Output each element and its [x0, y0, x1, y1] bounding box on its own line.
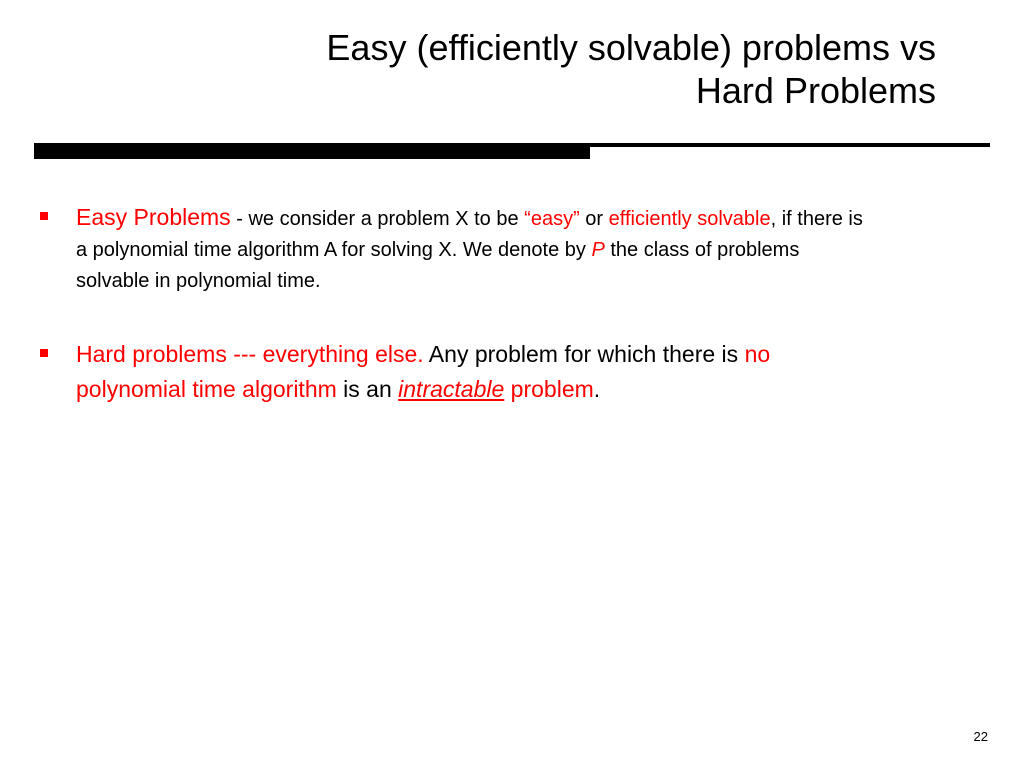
slide-title [176, 26, 936, 112]
solvable-term: solvable [697, 208, 771, 230]
bullet1-text-2: or [579, 208, 609, 230]
square-bullet-icon [40, 212, 48, 220]
slide-title-line-1: Easy (efficiently solvable) problems vs [326, 27, 936, 68]
bullet2-text-1: Any problem for which there is [423, 341, 745, 367]
bullet-hard-problems [0, 337, 876, 407]
problem-term: problem [510, 376, 594, 402]
no-polynomial-term: no polynomial time algorithm [76, 341, 771, 402]
square-bullet-icon [40, 349, 48, 357]
page-number: 22 [973, 729, 988, 744]
bullet1-text-4: , if there is a polynomial time algorithm A for solving X. We denote by [76, 208, 863, 261]
class-p-symbol: P [591, 239, 605, 261]
bullet-list [0, 202, 1024, 447]
easy-problems-heading: Easy Problems [76, 204, 231, 230]
efficiently-term: efficiently [608, 208, 692, 230]
bullet-easy-problems [0, 202, 876, 297]
easy-term: “easy” [524, 208, 580, 230]
bullet2-text-2: is an [336, 376, 399, 402]
title-divider-thick [34, 147, 590, 159]
intractable-term: intractable [398, 376, 505, 402]
hard-problems-heading: Hard problems --- everything else. [76, 341, 424, 367]
bullet2-text-4: . [593, 376, 601, 402]
bullet1-text-1: - we consider a problem X to be [230, 208, 525, 230]
bullet1-text-5: the class of problems solvable in polynomial time. [76, 239, 800, 292]
slide-title-line-2: Hard Problems [695, 70, 936, 111]
